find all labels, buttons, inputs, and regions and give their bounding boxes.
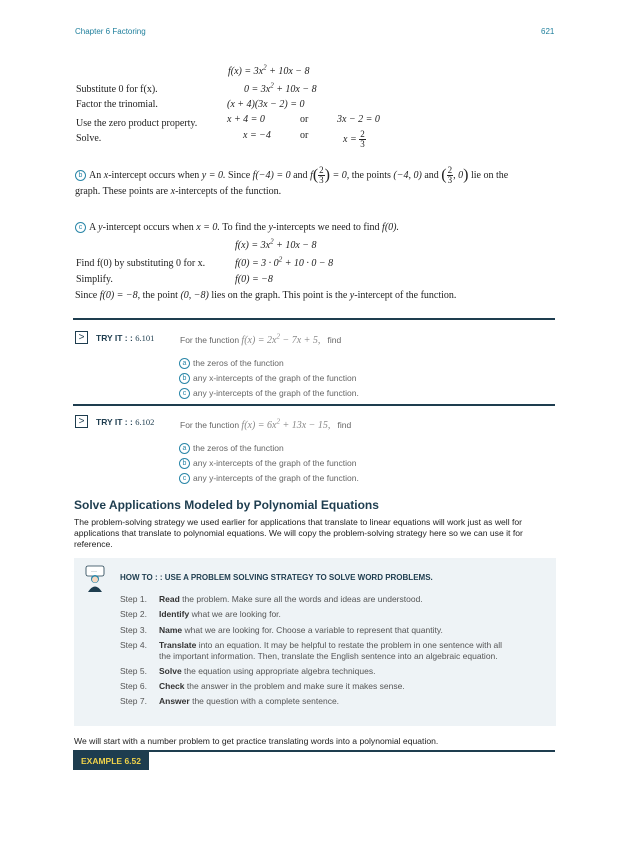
step-number: Step 7. — [120, 696, 147, 706]
page-number: 621 — [541, 27, 555, 36]
step-text: Check the answer in the problem and make sure it makes sense. — [159, 681, 405, 691]
section-paragraph-line-3: reference. — [74, 539, 113, 549]
step-number: Step 1. — [120, 594, 147, 604]
step-text: Solve the equation using appropriate algebra techniques. — [159, 666, 376, 676]
closing-sentence: We will start with a number problem to get practice translating words into a polynomial equation. — [74, 736, 439, 746]
marker-b: b — [179, 373, 190, 384]
person-icon — [84, 562, 108, 592]
chapter-header: Chapter 6 Factoring — [75, 27, 146, 36]
divider-try-2 — [73, 404, 555, 406]
step-number: Step 4. — [120, 640, 147, 650]
try-it-expand-icon[interactable]: > — [75, 415, 88, 428]
part-c-conclusion: Since f(0) = −8, the point (0, −8) lies on the graph. This point is the y-intercept of the function. — [75, 290, 457, 301]
svg-text:···: ··· — [91, 569, 97, 575]
part-b-line1: b An x-intercept occurs when y = 0. Since f(−4) = 0 and f( $\frac{2}{3}$ ) = 0, the points (−4, 0) and ( $\frac{2}{3}$ , 0) lie on the — [75, 166, 508, 185]
part-c-line1: c A y-intercept occurs when x = 0. To find the y-intercepts we need to find f(0). — [75, 222, 399, 233]
section-paragraph-line-2: applications that translate to polynomial equations. We will copy the problem-solving strategy here so we can use it for — [74, 528, 523, 538]
equation-f-of-x: $f(x) = 3x^2 + 10x - 8$ — [228, 63, 310, 77]
step-eq-substitute: $0 = 3x^2 + 10x - 8$ — [244, 81, 317, 95]
part-b-line2: graph. These points are x-intercepts of the function. — [75, 186, 282, 197]
try-it-item-a: a the zeros of the function — [179, 358, 284, 369]
try-it-item-c: c any y-intercepts of the graph of the function. — [179, 473, 359, 484]
step-label-solve: Solve. — [76, 133, 102, 144]
example-label: EXAMPLE 6.52 — [73, 752, 149, 770]
marker-c: c — [179, 388, 190, 399]
part-c-eq-simplify: f(0) = −8 — [235, 274, 273, 285]
step-number: Step 3. — [120, 625, 147, 635]
marker-c: c — [75, 222, 86, 233]
or-word-2: or — [300, 130, 309, 141]
step-text: Translate into an equation. It may be helpful to restate the problem in one sentence with all — [159, 640, 503, 650]
try-it-item-b: b any x-intercepts of the graph of the function — [179, 373, 357, 384]
step-eq-zero-left: x + 4 = 0 — [227, 114, 265, 125]
try-it-item-b: b any x-intercepts of the graph of the function — [179, 458, 357, 469]
try-it-item-a: a the zeros of the function — [179, 443, 284, 454]
try-it-label: TRY IT : : 6.102 — [96, 417, 155, 427]
step-text: Identify what we are looking for. — [159, 609, 281, 619]
part-c-equation: $f(x) = 3x^2 + 10x - 8$ — [235, 237, 317, 251]
section-title: Solve Applications Modeled by Polynomial Equations — [74, 498, 379, 512]
marker-a: a — [179, 443, 190, 454]
step-label-zero-product: Use the zero product property. — [76, 118, 198, 129]
marker-a: a — [179, 358, 190, 369]
marker-b: b — [75, 170, 86, 181]
try-it-item-c: c any y-intercepts of the graph of the function. — [179, 388, 359, 399]
solve-left: x = −4 — [243, 130, 271, 141]
step-number: Step 2. — [120, 609, 147, 619]
try-it-prompt: For the function $f(x) = 6x^2 + 13x - 15$, find — [180, 417, 352, 431]
step-label-factor: Factor the trinomial. — [76, 99, 158, 110]
step-eq-factor: (x + 4)(3x − 2) = 0 — [227, 99, 305, 110]
howto-title: HOW TO : : USE A PROBLEM SOLVING STRATEGY TO SOLVE WORD PROBLEMS. — [120, 573, 433, 582]
try-it-label: TRY IT : : 6.101 — [96, 333, 155, 343]
section-paragraph-line-1: The problem-solving strategy we used earlier for applications that translate to linear equations will work just as well for — [74, 517, 523, 527]
try-it-expand-icon[interactable]: > — [75, 331, 88, 344]
part-c-eq-find: $f(0) = 3 \cdot 0^2 + 10 \cdot 0 - 8$ — [235, 255, 334, 269]
step-text-continued: the important information. Then, translate the English sentence into an algebraic equation. — [159, 651, 498, 661]
solve-right: x = $\frac{2}{3}$ — [343, 129, 365, 149]
part-c-label-simplify: Simplify. — [76, 274, 113, 285]
step-text: Name what we are looking for. Choose a variable to represent that quantity. — [159, 625, 443, 635]
step-number: Step 5. — [120, 666, 147, 676]
step-text: Answer the question with a complete sentence. — [159, 696, 340, 706]
divider-try-1 — [73, 318, 555, 320]
marker-b: b — [179, 458, 190, 469]
try-it-prompt: For the function $f(x) = 2x^2 - 7x + 5$, find — [180, 332, 342, 346]
step-number: Step 6. — [120, 681, 147, 691]
part-c-label-find: Find f(0) by substituting 0 for x. — [76, 258, 206, 269]
step-label-substitute: Substitute 0 for f(x). — [76, 84, 158, 95]
or-word-1: or — [300, 114, 309, 125]
marker-c: c — [179, 473, 190, 484]
step-text: Read the problem. Make sure all the words and ideas are understood. — [159, 594, 423, 604]
step-eq-zero-right: 3x − 2 = 0 — [337, 114, 380, 125]
